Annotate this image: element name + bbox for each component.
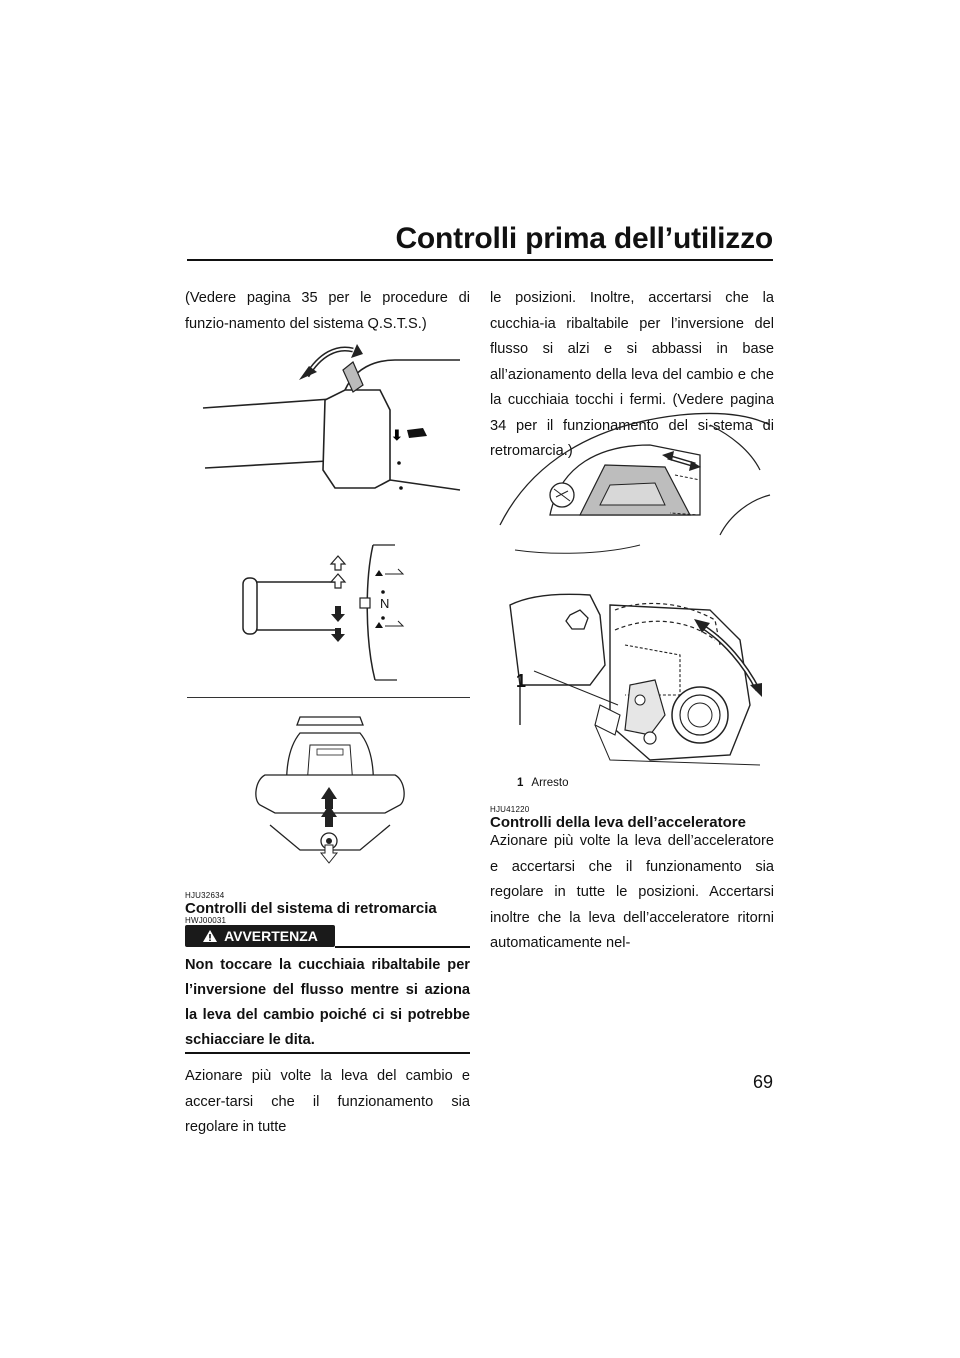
section-title: Controlli del sistema di retromarcia [185,900,437,917]
body-text-right: le posizioni. Inoltre, accertarsi che la cucchia-ia ribaltabile per l’inversione del flusso si alzi e si abbassi in base all’azionamento della leva del cambio e che la cucchiaia tocchi i fermi. (Vedere pagina 34 per il funzionamento del si-stema di retromarcia.) [490,290,774,459]
svg-text:⬇: ⬇ [391,427,403,443]
body-text: Azionare più volte la leva del cambio e accer-tarsi che il funzionamento sia regolare in tutte [185,1068,470,1135]
warning-code: HWJ00031 [185,916,227,925]
page-number: 69 [752,1072,773,1092]
figure-callout-1: 1 [516,671,527,691]
section-code: HJU32634 [185,891,225,900]
section-title-2: Controlli della leva dell’acceleratore [490,814,746,831]
stopper-detail-figure [500,585,775,775]
page-title: Controlli prima dell’utilizzo [395,222,773,255]
warning-rule [335,946,470,948]
caption-number: 1 [517,777,524,789]
intro-text: (Vedere pagina 35 per le procedure di funzio-namento del sistema Q.S.T.S.) [185,290,470,332]
watercraft-top-view-figure [245,705,415,865]
caption-text: Arresto [531,777,569,789]
figure-divider [187,697,470,698]
lever-position-diagram [235,540,415,685]
warning-bottom-rule [185,1052,470,1054]
warning-text: Non toccare la cucchiaia ribaltabile per l’inversione del flusso mentre si aziona la leva del cambio poiché ci si potrebbe schiacciare le dita. [185,957,470,1048]
warning-triangle-icon [202,929,218,943]
warning-header [185,925,470,947]
handlebar-shift-figure [195,330,470,500]
neutral-label: N [380,596,390,611]
warning-label: AVVERTENZA [224,928,318,944]
section-code-2: HJU41220 [490,805,530,814]
header-rule [187,259,773,261]
figure-caption [517,777,568,789]
reverse-bucket-figure [490,405,775,570]
warning-badge [185,925,335,947]
body-text-right-2: Azionare più volte la leva dell’acceleratore e accertarsi che il funzionamento sia regolare in tutte le posizioni. Accertarsi inoltre che la leva dell’acceleratore ritorni automaticamente nel- [490,833,774,951]
